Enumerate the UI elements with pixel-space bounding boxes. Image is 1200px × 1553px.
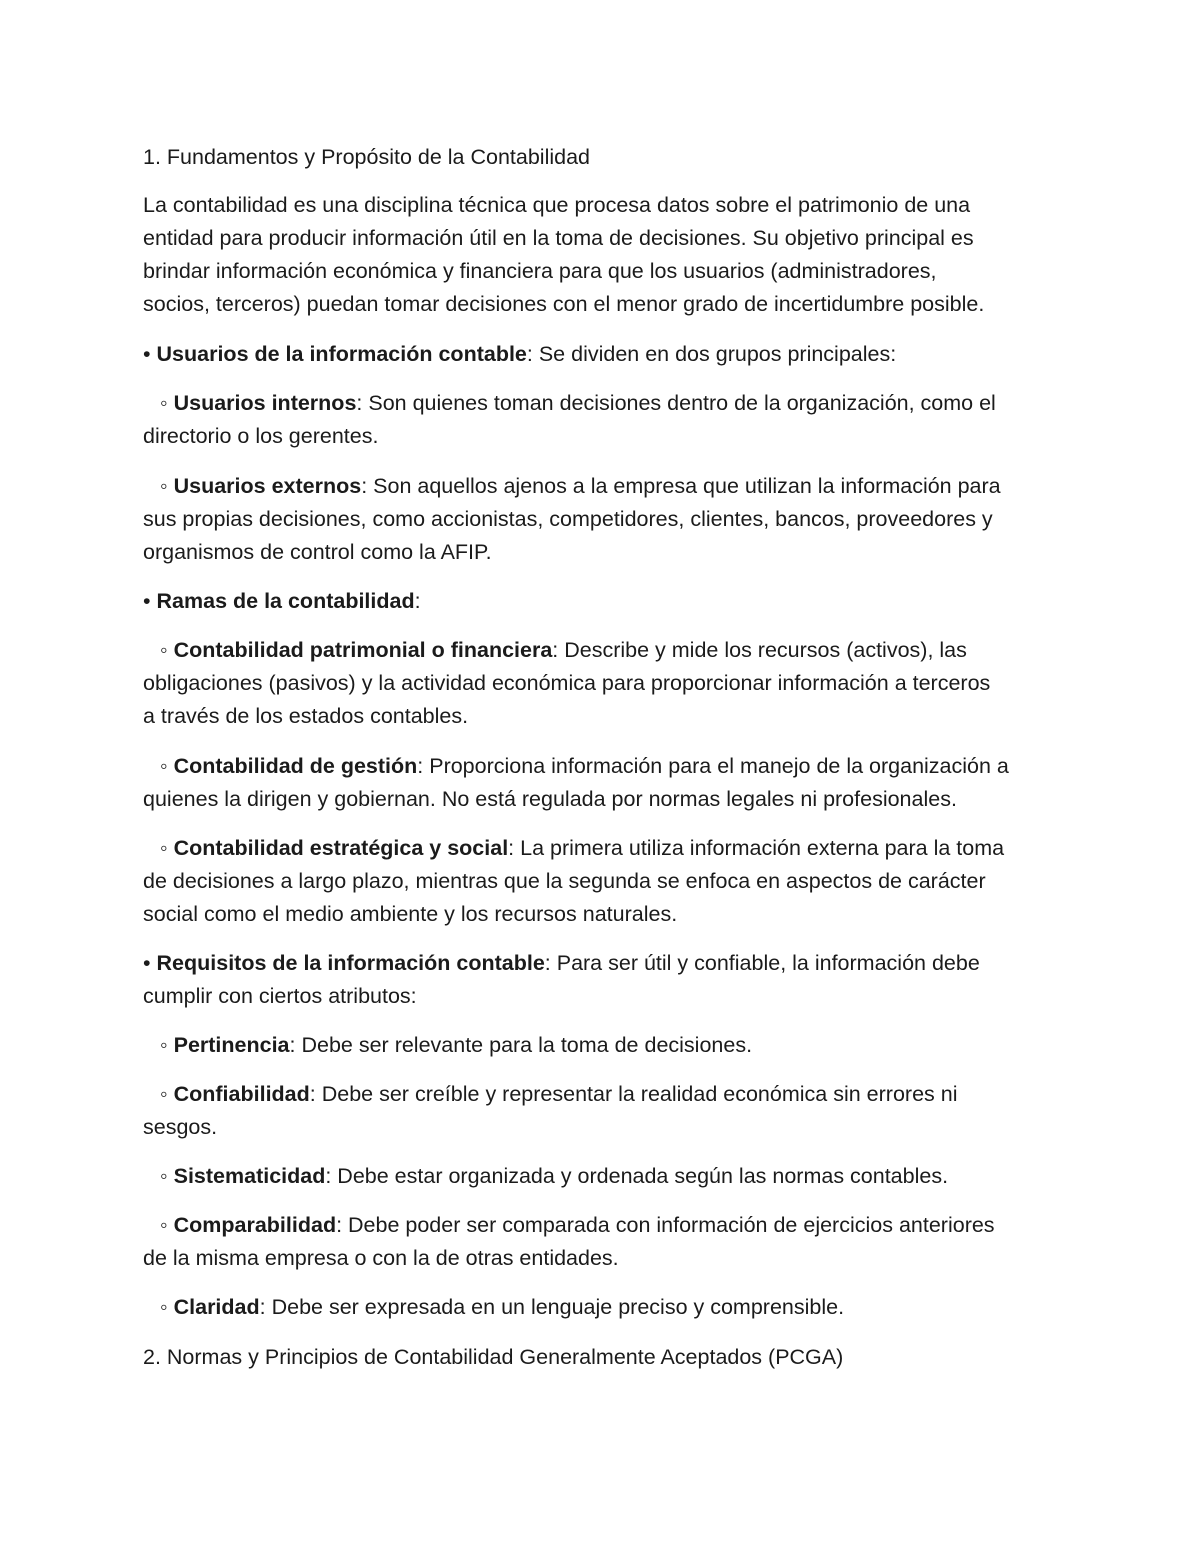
continuation-line: de la misma empresa o con la de otras entidades. <box>143 1246 619 1270</box>
circle-bullet-icon: ◦ <box>160 474 168 498</box>
bullet-icon: • <box>143 951 151 975</box>
circle-bullet-icon: ◦ <box>160 836 168 860</box>
continuation-line: sus propias decisiones, como accionistas, competidores, clientes, bancos, proveedores y <box>143 507 993 531</box>
section-2-heading: 2. Normas y Principios de Contabilidad Generalmente Aceptados (PCGA) <box>143 1345 844 1369</box>
continuation-line: social como el medio ambiente y los recursos naturales. <box>143 902 678 926</box>
section-1-heading: 1. Fundamentos y Propósito de la Contabilidad <box>143 145 590 169</box>
intro-paragraph-line: La contabilidad es una disciplina técnica que procesa datos sobre el patrimonio de una <box>143 193 971 217</box>
subbullet-pertinencia: ◦ Pertinencia: Debe ser relevante para la toma de decisiones. <box>160 1033 753 1057</box>
bullet-icon: • <box>143 342 151 366</box>
circle-bullet-icon: ◦ <box>160 1033 168 1057</box>
subbullet-comparabilidad: ◦ Comparabilidad: Debe poder ser comparada con información de ejercicios anteriores <box>160 1213 995 1237</box>
subbullet-contabilidad-estrategica: ◦ Contabilidad estratégica y social: La primera utiliza información externa para la toma <box>160 836 1005 860</box>
continuation-line: sesgos. <box>143 1115 218 1139</box>
circle-bullet-icon: ◦ <box>160 1082 168 1106</box>
subbullet-confiabilidad: ◦ Confiabilidad: Debe ser creíble y representar la realidad económica sin errores ni <box>160 1082 958 1106</box>
continuation-line: a través de los estados contables. <box>143 704 469 728</box>
circle-bullet-icon: ◦ <box>160 1164 168 1188</box>
continuation-line: de decisiones a largo plazo, mientras que la segunda se enfoca en aspectos de carácter <box>143 869 986 893</box>
continuation-line: directorio o los gerentes. <box>143 424 379 448</box>
continuation-line: obligaciones (pasivos) y la actividad económica para proporcionar información a terceros <box>143 671 991 695</box>
circle-bullet-icon: ◦ <box>160 754 168 778</box>
circle-bullet-icon: ◦ <box>160 638 168 662</box>
intro-paragraph-line: brindar información económica y financiera para que los usuarios (administradores, <box>143 259 937 283</box>
bullet-ramas: • Ramas de la contabilidad: <box>143 589 421 613</box>
subbullet-sistematicidad: ◦ Sistematicidad: Debe estar organizada y ordenada según las normas contables. <box>160 1164 949 1188</box>
continuation-line: quienes la dirigen y gobiernan. No está regulada por normas legales ni profesionales. <box>143 787 957 811</box>
term-ramas: Ramas de la contabilidad <box>156 589 415 613</box>
circle-bullet-icon: ◦ <box>160 1213 168 1237</box>
bullet-requisitos: • Requisitos de la información contable: Para ser útil y confiable, la información debe <box>143 951 980 975</box>
subbullet-claridad: ◦ Claridad: Debe ser expresada en un lenguaje preciso y comprensible. <box>160 1295 845 1319</box>
continuation-line: cumplir con ciertos atributos: <box>143 984 417 1008</box>
bullet-icon: • <box>143 589 151 613</box>
bullet-usuarios: • Usuarios de la información contable: Se dividen en dos grupos principales: <box>143 342 897 366</box>
subbullet-contabilidad-gestion: ◦ Contabilidad de gestión: Proporciona información para el manejo de la organización a <box>160 754 1009 778</box>
intro-paragraph-line: entidad para producir información útil en la toma de decisiones. Su objetivo principal es <box>143 226 974 250</box>
continuation-line: organismos de control como la AFIP. <box>143 540 492 564</box>
subbullet-contabilidad-patrimonial: ◦ Contabilidad patrimonial o financiera: Describe y mide los recursos (activos), las <box>160 638 967 662</box>
circle-bullet-icon: ◦ <box>160 1295 168 1319</box>
term-usuarios: Usuarios de la información contable <box>156 342 527 366</box>
subbullet-usuarios-internos: ◦ Usuarios internos: Son quienes toman decisiones dentro de la organización, como el <box>160 391 996 415</box>
intro-paragraph-line: socios, terceros) puedan tomar decisiones con el menor grado de incertidumbre posible. <box>143 292 985 316</box>
circle-bullet-icon: ◦ <box>160 391 168 415</box>
subbullet-usuarios-externos: ◦ Usuarios externos: Son aquellos ajenos a la empresa que utilizan la información para <box>160 474 1001 498</box>
term-requisitos: Requisitos de la información contable <box>156 951 545 975</box>
